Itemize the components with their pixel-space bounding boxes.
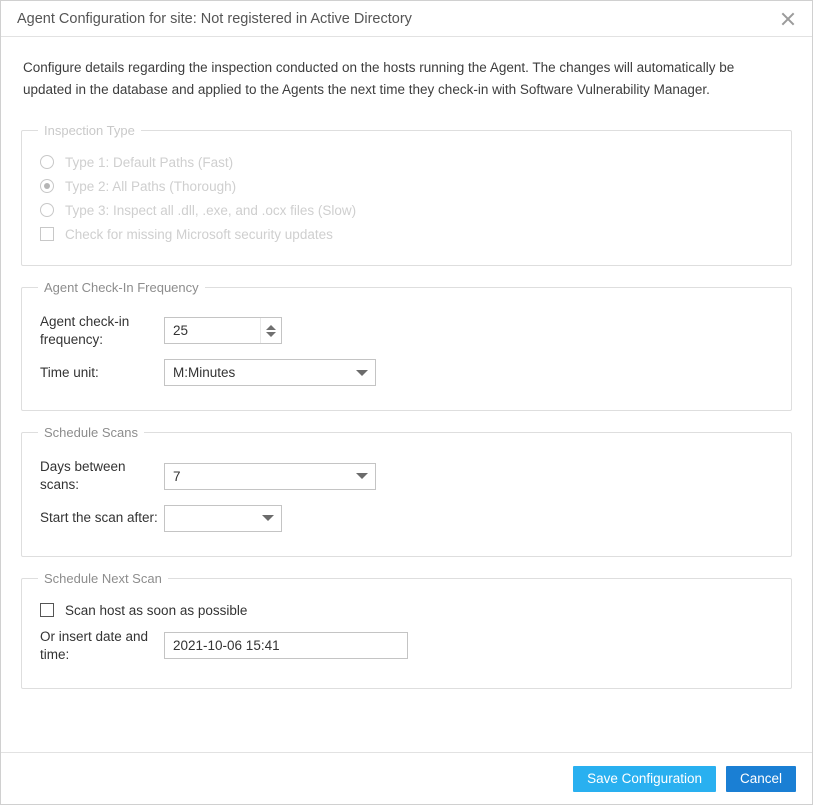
checkin-frequency-legend: Agent Check-In Frequency (44, 279, 199, 295)
checkbox-microsoft-updates[interactable] (40, 227, 777, 242)
insert-date-input[interactable] (164, 632, 408, 659)
checkbox-icon (40, 227, 54, 241)
schedule-next-scan-legend: Schedule Next Scan (44, 570, 162, 586)
radio-type-2-label: Type 2: All Paths (Thorough) (65, 178, 237, 194)
checkbox-scan-asap-label: Scan host as soon as possible (65, 602, 248, 618)
radio-type-2[interactable] (40, 179, 777, 194)
schedule-scans-group (21, 425, 792, 556)
time-unit-select[interactable] (164, 359, 376, 386)
chevron-down-icon (255, 515, 281, 521)
radio-type-1[interactable] (40, 155, 777, 170)
schedule-next-scan-group (21, 571, 792, 689)
time-unit-row (40, 359, 777, 386)
dialog-title: Agent Configuration for site: Not registered in Active Directory (17, 10, 412, 27)
radio-type-3[interactable] (40, 203, 777, 218)
days-between-scans-select[interactable] (164, 463, 376, 490)
radio-icon (40, 155, 54, 169)
chevron-down-icon (349, 370, 375, 376)
inspection-type-group (21, 123, 792, 266)
insert-date-row (40, 628, 777, 664)
checkin-frequency-group (21, 280, 792, 411)
time-unit-label: Time unit: (40, 364, 99, 380)
radio-icon-selected (40, 179, 54, 193)
start-scan-after-row (40, 505, 777, 532)
cancel-button[interactable]: Cancel (726, 766, 796, 792)
dialog-description: Configure details regarding the inspection conducted on the hosts running the Agent. The changes will automatically be updated in the database and applied to the Agents the next time they check-in with Software Vulnerability Manager. (23, 60, 735, 97)
schedule-scans-legend: Schedule Scans (44, 425, 138, 441)
spinner-arrows-icon[interactable] (260, 318, 281, 343)
start-scan-after-select[interactable] (164, 505, 282, 532)
checkin-frequency-row (40, 313, 777, 349)
days-between-scans-row (40, 458, 777, 494)
chevron-down-icon (266, 332, 276, 337)
checkbox-scan-asap[interactable] (40, 603, 777, 618)
insert-date-value: 2021-10-06 15:41 (173, 638, 280, 654)
radio-icon (40, 203, 54, 217)
days-between-scans-value: 7 (173, 468, 181, 484)
save-configuration-button[interactable]: Save Configuration (573, 766, 716, 792)
checkin-frequency-label: Agent check-in frequency: (40, 313, 130, 347)
checkin-frequency-value: 25 (173, 323, 189, 339)
dialog-body (1, 37, 812, 752)
checkbox-microsoft-updates-label: Check for missing Microsoft security updates (65, 226, 333, 242)
dialog-titlebar (1, 1, 812, 37)
radio-type-3-label: Type 3: Inspect all .dll, .exe, and .ocx files (Slow) (65, 202, 357, 218)
close-icon[interactable] (778, 9, 798, 29)
days-between-scans-label: Days between scans: (40, 459, 126, 493)
chevron-down-icon (349, 473, 375, 479)
checkbox-icon (40, 603, 54, 617)
radio-type-1-label: Type 1: Default Paths (Fast) (65, 154, 234, 170)
dialog-footer (1, 752, 812, 804)
checkin-frequency-stepper[interactable] (164, 317, 282, 344)
start-scan-after-label: Start the scan after: (40, 509, 158, 525)
chevron-up-icon (266, 325, 276, 330)
time-unit-value: M:Minutes (173, 365, 236, 381)
inspection-type-legend: Inspection Type (44, 122, 135, 138)
insert-date-label: Or insert date and time: (40, 628, 149, 662)
